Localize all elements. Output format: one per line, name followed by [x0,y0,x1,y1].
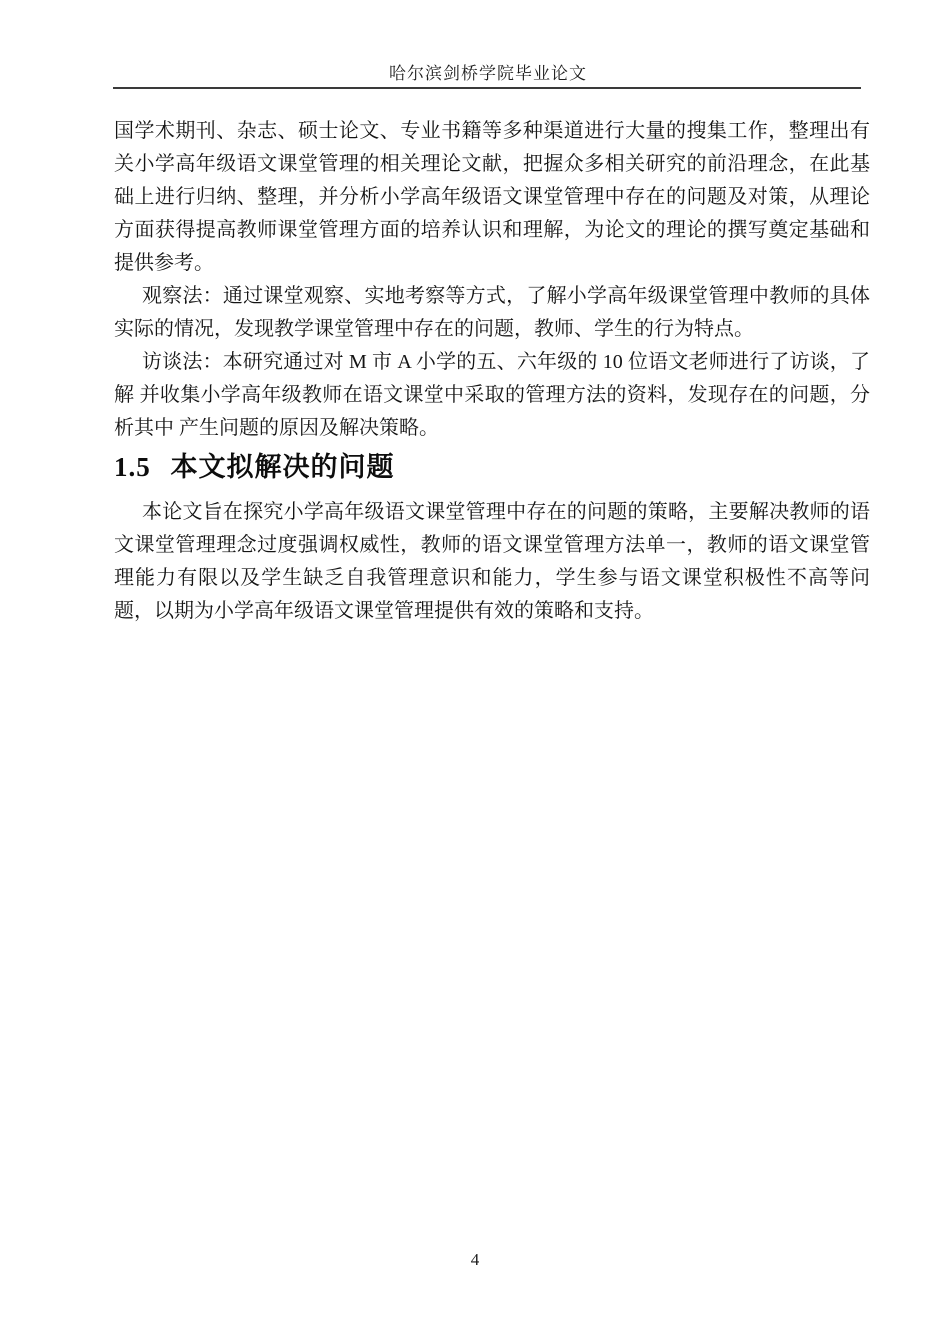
section-heading-title: 本文拟解决的问题 [170,452,395,482]
paragraph-literature-collection: 国学术期刊、杂志、硕士论文、专业书籍等多种渠道进行大量的搜集工作，整理出有关小学高年级语文课堂管理的相关理论文献，把握众多相关研究的前沿理念，在此基础上进行归纳、整理，并分析小学高年级语文课堂管理中存在的问题及对策，从理论方面获得提高教师课堂管理方面的培养认识和理解，为论文的理论的撰写奠定基础和提供参考。 [114,120,870,274]
paragraph-interview-method: 访谈法：本研究通过对 M 市 A 小学的五、六年级的 10 位语文老师进行了访谈，了解 并收集小学高年级教师在语文课堂中采取的管理方法的资料，发现存在的问题，分析其中 产生问题的原因及解决策略。 [114,351,870,439]
document-body [114,115,870,628]
page-header [113,64,863,84]
running-header-title: 哈尔滨剑桥学院毕业论文 [389,64,587,83]
header-divider-rule [113,87,861,89]
page-footer [0,1250,950,1270]
section-heading-number: 1.5 [114,452,151,482]
paragraph-observation-method: 观察法：通过课堂观察、实地考察等方式，了解小学高年级课堂管理中教师的具体实际的情况，发现教学课堂管理中存在的问题，教师、学生的行为特点。 [114,285,870,340]
section-heading-1-5 [114,447,870,487]
page-number: 4 [470,1250,480,1269]
paragraph-problems-to-solve: 本论文旨在探究小学高年级语文课堂管理中存在的问题的策略，主要解决教师的语文课堂管理理念过度强调权威性，教师的语文课堂管理方法单一，教师的语文课堂管理能力有限以及学生缺乏自我管理意识和能力，学生参与语文课堂积极性不高等问题，以期为小学高年级语文课堂管理提供有效的策略和支持。 [114,501,870,622]
